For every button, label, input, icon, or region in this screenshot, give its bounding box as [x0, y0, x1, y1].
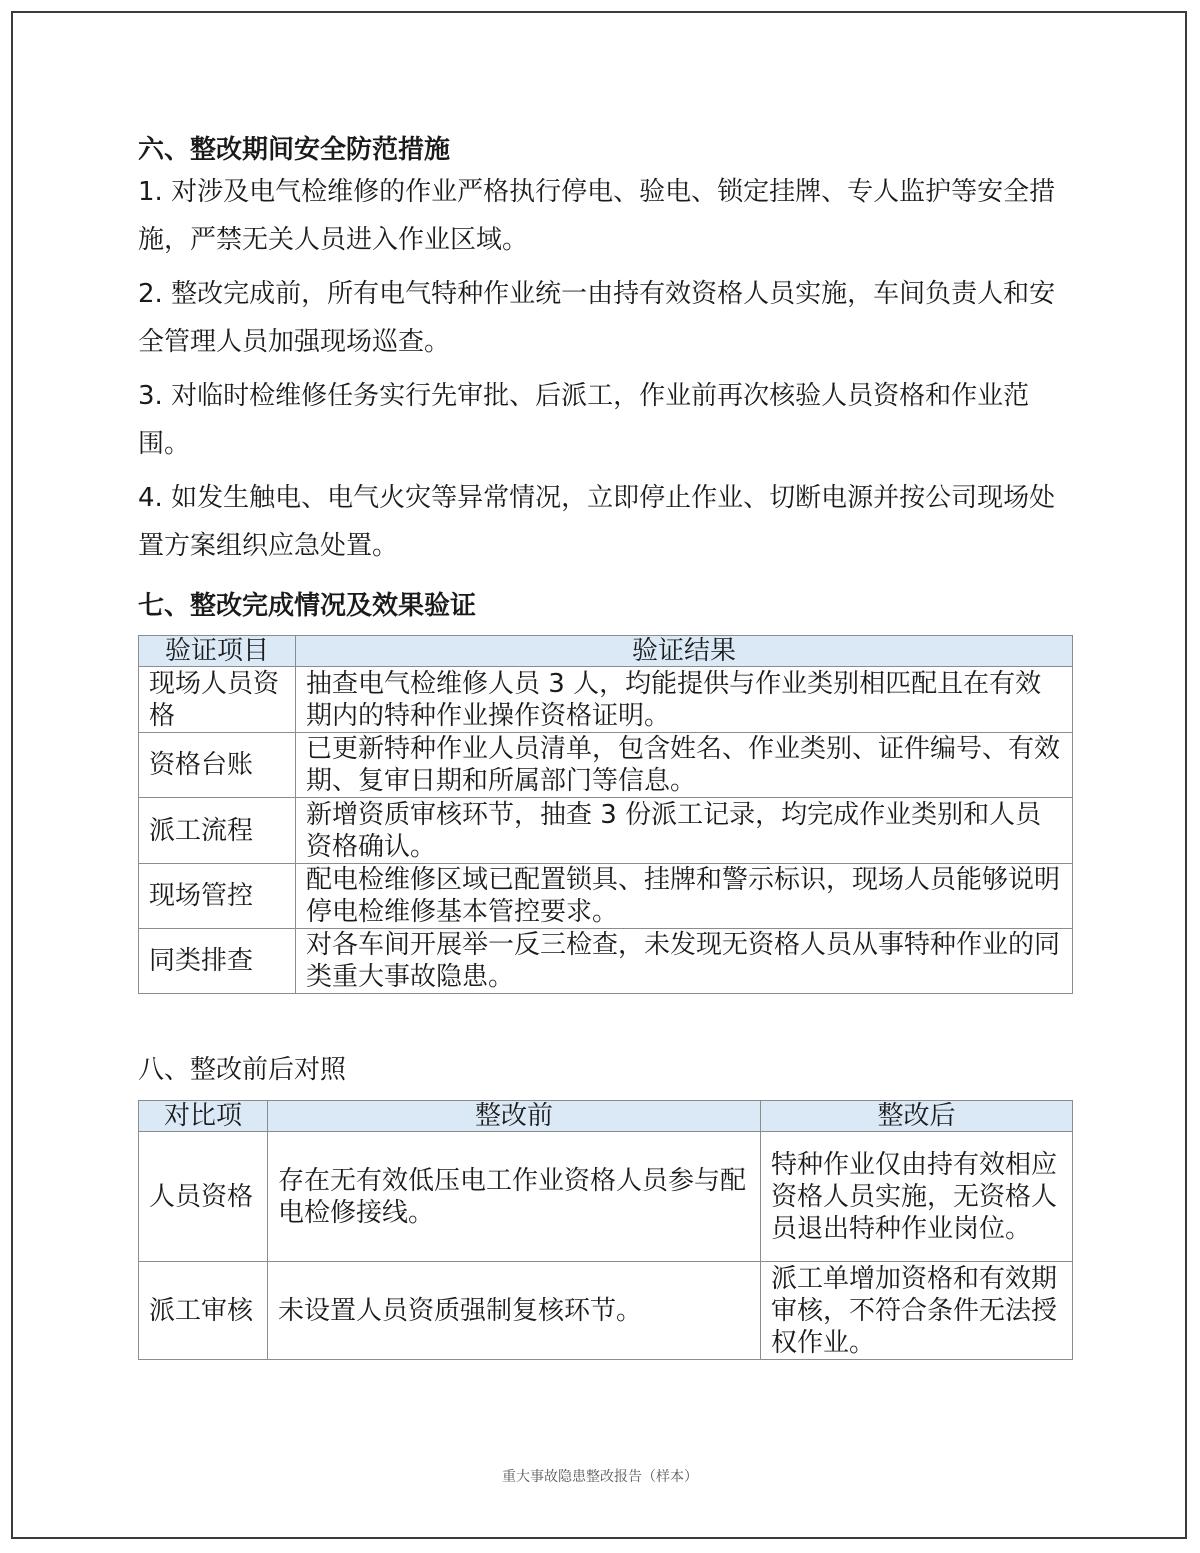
table-cell-result: 新增资质审核环节，抽查 3 份派工记录，均完成作业类别和人员资格确认。 — [296, 798, 1073, 864]
comparison-table — [138, 1100, 1073, 1360]
table-row — [139, 1132, 1073, 1262]
measure-item-1: 1. 对涉及电气检维修的作业严格执行停电、验电、锁定挂牌、专人监护等安全措施，严禁无关人员进入作业区域。 — [138, 177, 1056, 255]
section-six — [138, 132, 1072, 576]
column-header: 对比项 — [139, 1101, 268, 1132]
table-cell-item: 现场管控 — [139, 864, 296, 929]
verification-table — [138, 635, 1073, 994]
section-seven — [138, 588, 1072, 624]
table-cell-item: 派工审核 — [139, 1262, 268, 1360]
page-footer: 重大事故隐患整改报告（样本） — [502, 1469, 698, 1485]
table-cell-before: 存在无有效低压电工作业资格人员参与配电检修接线。 — [268, 1132, 761, 1262]
table-row — [139, 667, 1073, 733]
section-seven-heading: 七、整改完成情况及效果验证 — [138, 591, 477, 621]
table-cell-item: 派工流程 — [139, 798, 296, 864]
table-cell-after: 特种作业仅由持有效相应资格人员实施，无资格人员退出特种作业岗位。 — [761, 1132, 1073, 1262]
section-eight — [138, 1052, 1072, 1088]
table-cell-item: 人员资格 — [139, 1132, 268, 1262]
measure-item-2: 2. 整改完成前，所有电气特种作业统一由持有效资格人员实施，车间负责人和安全管理人员加强现场巡查。 — [138, 279, 1056, 357]
table-row — [139, 733, 1073, 798]
column-header: 整改后 — [761, 1101, 1073, 1132]
table-header-row — [139, 1101, 1073, 1132]
comparison-table-wrap — [138, 1100, 1072, 1360]
table-row — [139, 1262, 1073, 1360]
section-six-heading: 六、整改期间安全防范措施 — [138, 135, 451, 165]
table-cell-result: 配电检维修区域已配置锁具、挂牌和警示标识，现场人员能够说明停电检维修基本管控要求。 — [296, 864, 1073, 929]
table-cell-item: 现场人员资格 — [139, 667, 296, 733]
column-header: 验证项目 — [139, 636, 296, 667]
table-cell-after: 派工单增加资格和有效期审核，不符合条件无法授权作业。 — [761, 1262, 1073, 1360]
table-cell-result: 已更新特种作业人员清单，包含姓名、作业类别、证件编号、有效期、复审日期和所属部门等信息。 — [296, 733, 1073, 798]
table-cell-before: 未设置人员资质强制复核环节。 — [268, 1262, 761, 1360]
section-eight-heading: 八、整改前后对照 — [138, 1055, 347, 1085]
table-row — [139, 864, 1073, 929]
table-cell-item: 资格台账 — [139, 733, 296, 798]
table-row — [139, 798, 1073, 864]
table-cell-result: 抽查电气检维修人员 3 人，均能提供与作业类别相匹配且在有效期内的特种作业操作资格证明。 — [296, 667, 1073, 733]
table-cell-result: 对各车间开展举一反三检查，未发现无资格人员从事特种作业的同类重大事故隐患。 — [296, 929, 1073, 994]
table-row — [139, 929, 1073, 994]
table-header-row — [139, 636, 1073, 667]
table-cell-item: 同类排查 — [139, 929, 296, 994]
measure-item-4: 4. 如发生触电、电气火灾等异常情况，立即停止作业、切断电源并按公司现场处置方案组织应急处置。 — [138, 483, 1056, 561]
column-header: 验证结果 — [296, 636, 1073, 667]
column-header: 整改前 — [268, 1101, 761, 1132]
verification-table-wrap — [138, 635, 1072, 994]
measure-item-3: 3. 对临时检维修任务实行先审批、后派工，作业前再次核验人员资格和作业范围。 — [138, 381, 1030, 459]
